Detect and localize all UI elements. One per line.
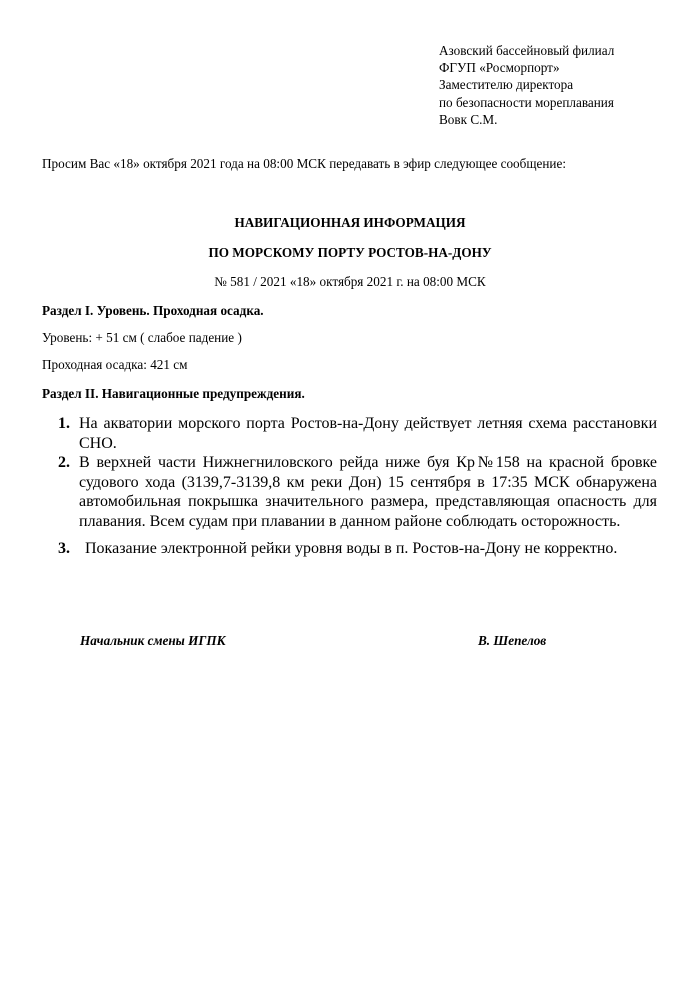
addressee-block: [439, 42, 614, 128]
addressee-line: ФГУП «Росморпорт»: [439, 60, 560, 76]
signatory-role: Начальник смены ИГПК: [80, 633, 226, 648]
document-title: НАВИГАЦИОННАЯ ИНФОРМАЦИЯ: [234, 215, 466, 230]
section-1-heading: Раздел I. Уровень. Проходная осадка.: [42, 303, 264, 318]
addressee-line: Азовский бассейновый филиал: [439, 43, 615, 58]
section-2-heading: Раздел II. Навигационные предупреждения.: [42, 386, 305, 401]
warning-text: На акватории морского порта Ростов-на-Дону действует летняя схема расстановки СНО.: [79, 415, 657, 452]
addressee-line: Заместителю директора: [439, 77, 574, 93]
warning-number: 2.: [58, 454, 70, 471]
request-text: Просим Вас «18» октября 2021 года на 08:00 МСК передавать в эфир следующее сообщение:: [42, 156, 566, 171]
signatory-name: В. Шепелов: [478, 633, 547, 648]
document-number: № 581 / 2021 «18» октября 2021 г. на 08:00 МСК: [214, 274, 486, 289]
warning-text: Показание электронной рейки уровня воды в п. Ростов-на-Дону не корректно.: [85, 540, 618, 557]
addressee-line: по безопасности мореплавания: [439, 94, 614, 110]
warning-number: 1.: [58, 415, 70, 432]
document-subtitle: ПО МОРСКОМУ ПОРТУ РОСТОВ-НА-ДОНУ: [208, 245, 492, 260]
warning-text: В верхней части Нижнегниловского рейда ниже буя Кр№158 на красной бровке судового хода (3139,7-3139,8 км реки Дон) 15 сентября в 17:35 МСК обнаружена автомобильная покрышка значительного размера, представляющая опасность для плавания. Всем судам при плавании в данном районе соблюдать осторожность.: [79, 454, 657, 530]
warning-number: 3.: [58, 540, 70, 557]
passage-draft: Проходная осадка: 421 см: [42, 357, 188, 372]
addressee-line: Вовк С.М.: [439, 111, 498, 127]
water-level: Уровень: + 51 см ( слабое падение ): [42, 330, 242, 345]
